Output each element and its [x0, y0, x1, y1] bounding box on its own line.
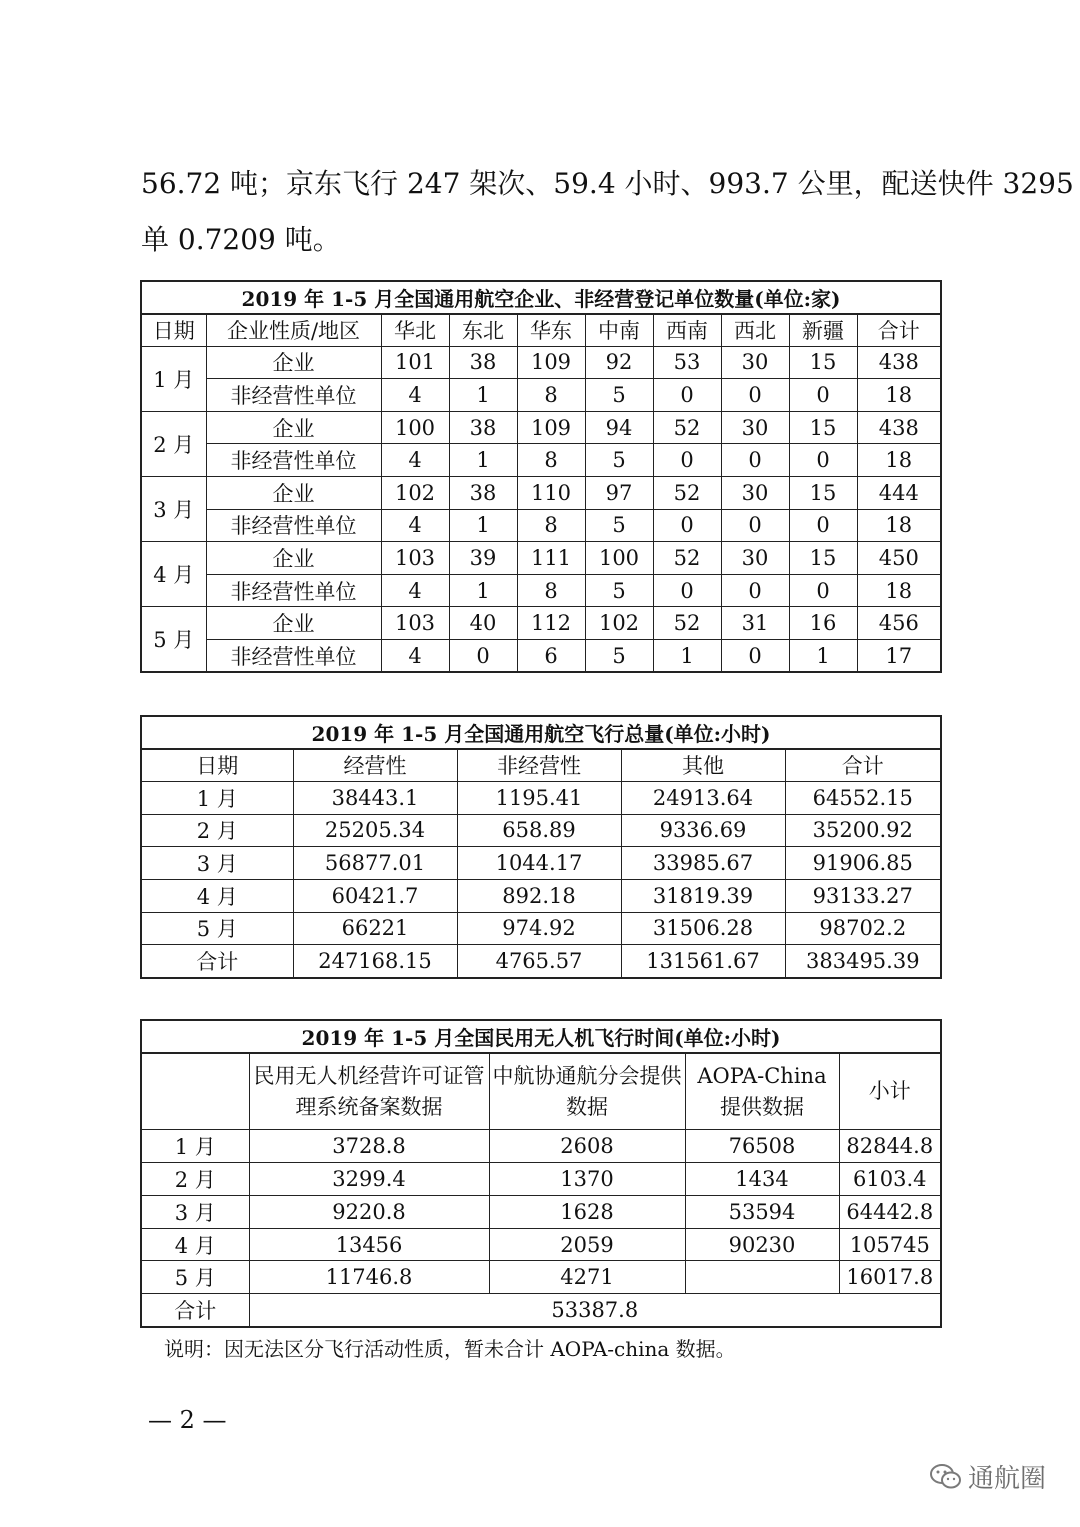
- table-row: [141, 1163, 941, 1196]
- value-cell: 5: [585, 444, 653, 477]
- category-cell: 企业: [206, 411, 381, 444]
- value-cell: 5: [585, 640, 653, 673]
- month-cell: 5 月: [141, 1261, 249, 1294]
- header-cell: [141, 1053, 249, 1130]
- value-cell: 3728.8: [249, 1130, 489, 1163]
- table-title: 2019 年 1-5 月全国民用无人机飞行时间(单位:小时): [141, 1020, 941, 1053]
- table-header-row: [141, 1053, 941, 1130]
- value-cell: 52: [653, 607, 721, 640]
- category-cell: 非经营性单位: [206, 574, 381, 607]
- value-cell: 4: [381, 444, 449, 477]
- enterprise-count-table: [140, 280, 942, 673]
- value-cell: 105745: [839, 1228, 941, 1261]
- value-cell: 30: [721, 477, 789, 510]
- value-cell: 247168.15: [293, 945, 457, 978]
- table-row: [141, 607, 941, 640]
- month-cell: 合计: [141, 945, 293, 978]
- month-cell: 4 月: [141, 879, 293, 912]
- table-row: [141, 640, 941, 673]
- header-cell: 非经营性: [457, 749, 621, 782]
- value-cell: 4: [381, 574, 449, 607]
- value-cell: 0: [653, 574, 721, 607]
- value-cell: 15: [789, 346, 857, 379]
- table-row: [141, 411, 941, 444]
- table-note: 说明：因无法区分飞行活动性质，暂未合计 AOPA-china 数据。: [164, 1337, 736, 1361]
- value-cell: 39: [449, 542, 517, 575]
- value-cell: 52: [653, 411, 721, 444]
- value-cell: 31819.39: [621, 879, 785, 912]
- header-cell: 西北: [721, 314, 789, 347]
- value-cell: 30: [721, 411, 789, 444]
- value-cell: 33985.67: [621, 847, 785, 880]
- value-cell: 82844.8: [839, 1130, 941, 1163]
- month-cell: 3 月: [141, 847, 293, 880]
- value-cell: 18: [857, 509, 941, 542]
- month-cell: 1 月: [141, 781, 293, 814]
- header-cell: 民用无人机经营许可证管理系统备案数据: [249, 1053, 489, 1130]
- value-cell: 30: [721, 346, 789, 379]
- month-cell: 3 月: [141, 1195, 249, 1228]
- category-cell: 非经营性单位: [206, 640, 381, 673]
- header-cell: AOPA-China 提供数据: [685, 1053, 839, 1130]
- value-cell: 131561.67: [621, 945, 785, 978]
- value-cell: 0: [721, 379, 789, 412]
- value-cell: 4271: [489, 1261, 685, 1294]
- table-header-row: [141, 314, 941, 347]
- value-cell: 103: [381, 607, 449, 640]
- table-row: [141, 509, 941, 542]
- value-cell: 444: [857, 477, 941, 510]
- value-cell: 109: [517, 346, 585, 379]
- table-row: [141, 542, 941, 575]
- value-cell: 17: [857, 640, 941, 673]
- month-cell: 3 月: [141, 477, 206, 542]
- value-cell: 0: [789, 379, 857, 412]
- value-cell: 11746.8: [249, 1261, 489, 1294]
- month-cell: 5 月: [141, 912, 293, 945]
- uav-flight-hours-table: [140, 1019, 942, 1328]
- header-cell: 日期: [141, 749, 293, 782]
- header-cell: 日期: [141, 314, 206, 347]
- table-total-row: [141, 1294, 941, 1327]
- value-cell: 8: [517, 379, 585, 412]
- value-cell: 15: [789, 542, 857, 575]
- value-cell: 1434: [685, 1163, 839, 1196]
- table-title: 2019 年 1-5 月全国通用航空飞行总量(单位:小时): [141, 716, 941, 749]
- value-cell: 110: [517, 477, 585, 510]
- value-cell: 101: [381, 346, 449, 379]
- value-cell: 56877.01: [293, 847, 457, 880]
- value-cell: 450: [857, 542, 941, 575]
- value-cell: 9220.8: [249, 1195, 489, 1228]
- table-row: [141, 1228, 941, 1261]
- table-row: [141, 945, 941, 978]
- value-cell: 4: [381, 509, 449, 542]
- value-cell: 64552.15: [785, 781, 941, 814]
- header-cell: 新疆: [789, 314, 857, 347]
- value-cell: 91906.85: [785, 847, 941, 880]
- value-cell: 18: [857, 444, 941, 477]
- month-cell: 4 月: [141, 1228, 249, 1261]
- value-cell: 1: [449, 444, 517, 477]
- value-cell: 52: [653, 477, 721, 510]
- table-row: [141, 912, 941, 945]
- header-cell: 其他: [621, 749, 785, 782]
- body-paragraph-line-2: 单 0.7209 吨。: [141, 223, 341, 256]
- value-cell: 38: [449, 477, 517, 510]
- body-paragraph-line-1: 56.72 吨；京东飞行 247 架次、59.4 小时、993.7 公里，配送快件 3295: [141, 167, 1074, 200]
- watermark-text: 通航圈: [968, 1464, 1047, 1494]
- header-cell: 小计: [839, 1053, 941, 1130]
- wechat-icon: [930, 1463, 962, 1491]
- category-cell: 非经营性单位: [206, 509, 381, 542]
- value-cell: 4: [381, 640, 449, 673]
- header-cell: 经营性: [293, 749, 457, 782]
- value-cell: 0: [721, 574, 789, 607]
- category-cell: 企业: [206, 607, 381, 640]
- value-cell: 974.92: [457, 912, 621, 945]
- category-cell: 企业: [206, 542, 381, 575]
- table-row: [141, 781, 941, 814]
- month-cell: 1 月: [141, 346, 206, 411]
- month-cell: 1 月: [141, 1130, 249, 1163]
- value-cell: 0: [789, 574, 857, 607]
- value-cell: 60421.7: [293, 879, 457, 912]
- value-cell: 111: [517, 542, 585, 575]
- value-cell: 0: [449, 640, 517, 673]
- value-cell: 892.18: [457, 879, 621, 912]
- value-cell: [685, 1261, 839, 1294]
- table-header-row: [141, 749, 941, 782]
- value-cell: 8: [517, 574, 585, 607]
- value-cell: 31: [721, 607, 789, 640]
- value-cell: 0: [653, 509, 721, 542]
- table-row: [141, 444, 941, 477]
- value-cell: 40: [449, 607, 517, 640]
- month-cell: 5 月: [141, 607, 206, 672]
- value-cell: 0: [653, 444, 721, 477]
- table-row: [141, 346, 941, 379]
- value-cell: 0: [789, 509, 857, 542]
- value-cell: 3299.4: [249, 1163, 489, 1196]
- value-cell: 38443.1: [293, 781, 457, 814]
- value-cell: 100: [585, 542, 653, 575]
- value-cell: 52: [653, 542, 721, 575]
- table-row: [141, 814, 941, 847]
- header-cell: 东北: [449, 314, 517, 347]
- month-cell: 4 月: [141, 542, 206, 607]
- category-cell: 非经营性单位: [206, 379, 381, 412]
- header-cell: 企业性质/地区: [206, 314, 381, 347]
- value-cell: 16: [789, 607, 857, 640]
- value-cell: 1: [789, 640, 857, 673]
- table-row: [141, 477, 941, 510]
- category-cell: 非经营性单位: [206, 444, 381, 477]
- value-cell: 92: [585, 346, 653, 379]
- value-cell: 5: [585, 379, 653, 412]
- value-cell: 1: [449, 509, 517, 542]
- value-cell: 15: [789, 477, 857, 510]
- value-cell: 0: [653, 379, 721, 412]
- value-cell: 64442.8: [839, 1195, 941, 1228]
- table-row: [141, 1130, 941, 1163]
- value-cell: 93133.27: [785, 879, 941, 912]
- flight-hours-table: [140, 715, 942, 979]
- value-cell: 24913.64: [621, 781, 785, 814]
- value-cell: 109: [517, 411, 585, 444]
- table-row: [141, 847, 941, 880]
- value-cell: 438: [857, 346, 941, 379]
- value-cell: 16017.8: [839, 1261, 941, 1294]
- table-row: [141, 1261, 941, 1294]
- value-cell: 90230: [685, 1228, 839, 1261]
- value-cell: 1370: [489, 1163, 685, 1196]
- value-cell: 103: [381, 542, 449, 575]
- table-row: [141, 1195, 941, 1228]
- value-cell: 0: [721, 444, 789, 477]
- value-cell: 4765.57: [457, 945, 621, 978]
- value-cell: 5: [585, 509, 653, 542]
- value-cell: 8: [517, 444, 585, 477]
- header-cell: 合计: [785, 749, 941, 782]
- header-cell: 华北: [381, 314, 449, 347]
- value-cell: 97: [585, 477, 653, 510]
- value-cell: 38: [449, 346, 517, 379]
- value-cell: 66221: [293, 912, 457, 945]
- value-cell: 15: [789, 411, 857, 444]
- value-cell: 0: [721, 509, 789, 542]
- value-cell: 2608: [489, 1130, 685, 1163]
- value-cell: 13456: [249, 1228, 489, 1261]
- total-value: 53387.8: [249, 1294, 941, 1327]
- value-cell: 4: [381, 379, 449, 412]
- value-cell: 383495.39: [785, 945, 941, 978]
- header-cell: 华东: [517, 314, 585, 347]
- category-cell: 企业: [206, 346, 381, 379]
- value-cell: 456: [857, 607, 941, 640]
- value-cell: 6103.4: [839, 1163, 941, 1196]
- value-cell: 94: [585, 411, 653, 444]
- value-cell: 1044.17: [457, 847, 621, 880]
- value-cell: 8: [517, 509, 585, 542]
- value-cell: 0: [789, 444, 857, 477]
- page-number: — 2 —: [148, 1406, 227, 1434]
- table-row: [141, 574, 941, 607]
- value-cell: 30: [721, 542, 789, 575]
- value-cell: 98702.2: [785, 912, 941, 945]
- total-label: 合计: [141, 1294, 249, 1327]
- value-cell: 5: [585, 574, 653, 607]
- value-cell: 53: [653, 346, 721, 379]
- month-cell: 2 月: [141, 814, 293, 847]
- value-cell: 0: [721, 640, 789, 673]
- value-cell: 2059: [489, 1228, 685, 1261]
- value-cell: 102: [381, 477, 449, 510]
- value-cell: 25205.34: [293, 814, 457, 847]
- watermark: [930, 1458, 1046, 1495]
- value-cell: 53594: [685, 1195, 839, 1228]
- value-cell: 31506.28: [621, 912, 785, 945]
- value-cell: 38: [449, 411, 517, 444]
- month-cell: 2 月: [141, 411, 206, 476]
- value-cell: 18: [857, 574, 941, 607]
- table-row: [141, 879, 941, 912]
- value-cell: 1195.41: [457, 781, 621, 814]
- value-cell: 438: [857, 411, 941, 444]
- header-cell: 中南: [585, 314, 653, 347]
- value-cell: 658.89: [457, 814, 621, 847]
- value-cell: 100: [381, 411, 449, 444]
- value-cell: 1628: [489, 1195, 685, 1228]
- value-cell: 1: [449, 379, 517, 412]
- header-cell: 西南: [653, 314, 721, 347]
- month-cell: 2 月: [141, 1163, 249, 1196]
- value-cell: 112: [517, 607, 585, 640]
- value-cell: 76508: [685, 1130, 839, 1163]
- header-cell: 合计: [857, 314, 941, 347]
- value-cell: 1: [653, 640, 721, 673]
- value-cell: 9336.69: [621, 814, 785, 847]
- table-row: [141, 379, 941, 412]
- value-cell: 1: [449, 574, 517, 607]
- value-cell: 35200.92: [785, 814, 941, 847]
- table-title: 2019 年 1-5 月全国通用航空企业、非经营登记单位数量(单位:家): [141, 281, 941, 314]
- category-cell: 企业: [206, 477, 381, 510]
- value-cell: 102: [585, 607, 653, 640]
- value-cell: 18: [857, 379, 941, 412]
- header-cell: 中航协通航分会提供数据: [489, 1053, 685, 1130]
- value-cell: 6: [517, 640, 585, 673]
